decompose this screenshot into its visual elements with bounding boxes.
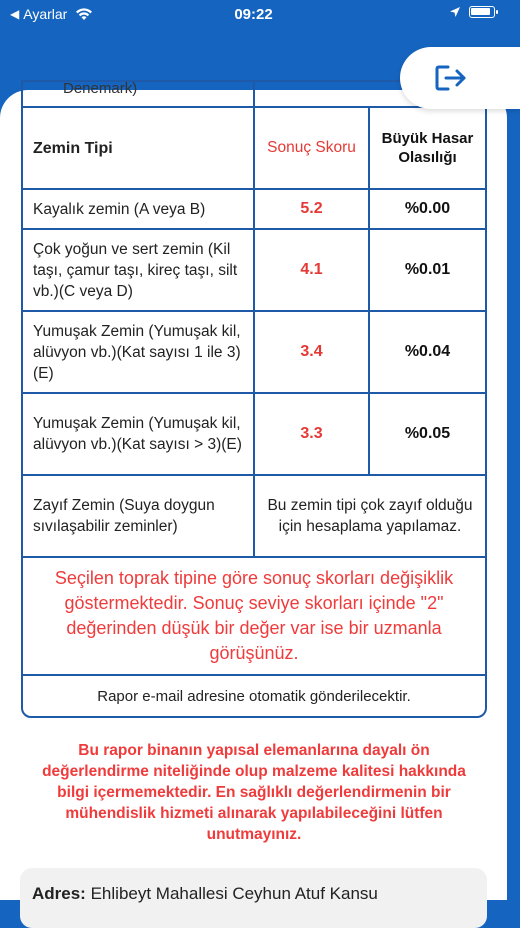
table-row (23, 230, 485, 312)
score-cell: 4.1 (255, 230, 370, 310)
header-score: Sonuç Skoru (255, 108, 370, 188)
battery-icon (469, 6, 495, 18)
weak-soil-note: Bu zemin tipi çok zayıf olduğu için hesaplama yapılamaz. (267, 497, 473, 535)
soil-cell: Yumuşak Zemin (Yumuşak kil, alüvyon vb.)(Kat sayısı > 3)(E) (23, 394, 255, 474)
probability-cell: %0.05 (404, 425, 451, 442)
back-arrow-icon: ◀ (10, 7, 20, 21)
score-cell: 3.4 (255, 312, 370, 392)
soil-cell: Yumuşak Zemin (Yumuşak kil, alüvyon vb.)(Kat sayısı 1 ile 3)(E) (23, 312, 255, 392)
probability-cell: %0.01 (404, 261, 451, 278)
logout-icon (434, 64, 468, 92)
table-row-weak-soil (23, 476, 485, 558)
soil-cell: Zayıf Zemin (Suya doygun sıvılaşabilir zeminler) (23, 476, 255, 556)
table-row (23, 312, 485, 394)
table-row (23, 190, 485, 230)
probability-cell: %0.04 (404, 343, 451, 360)
header-damage-probability: Büyük Hasar Olasılığı (381, 130, 474, 166)
table-row (23, 394, 485, 476)
address-value: Ehlibeyt Mahallesi Ceyhun Atuf Kansu (90, 884, 378, 903)
report-sheet (0, 80, 507, 903)
email-note: Rapor e-mail adresine otomatik gönderilecektir. (97, 687, 411, 705)
location-icon (449, 6, 461, 18)
table-header (23, 108, 485, 190)
soil-cell: Çok yoğun ve sert zemin (Kil taşı, çamur taşı, kireç taşı, silt vb.)(C veya D) (23, 230, 255, 310)
cut-off-text: Denemark) (23, 82, 255, 106)
score-cell: 5.2 (255, 190, 370, 228)
header-soil-type: Zemin Tipi (23, 108, 255, 188)
probability-cell: %0.00 (404, 200, 451, 217)
address-card (20, 868, 487, 928)
address-label: Adres: (32, 884, 86, 903)
disclaimer-text: Bu rapor binanın yapısal elemanlarına dayalı ön değerlendirme niteliğinde olup malzeme kalitesi hakkında bilgi içermemektedir. En sağlıklı değerlendirmenin bir mühendislik hizmeti alınarak yapılabileceğini lütfen unutmayınız. (42, 742, 466, 843)
soil-cell: Kayalık zemin (A veya B) (23, 190, 255, 228)
status-bar (0, 0, 507, 30)
score-cell: 3.3 (255, 394, 370, 474)
carrier-label: Ayarlar (23, 6, 68, 22)
score-notice: Seçilen toprak tipine göre sonuç skorları değişiklik göstermektedir. Sonuç seviye skorları içinde "2" değerinden düşük bir değer var ise bir uzmanla görüşünüz. (23, 558, 485, 676)
soil-score-table (21, 80, 487, 718)
battery-level (471, 8, 490, 15)
logout-button[interactable] (400, 47, 520, 109)
status-time: 09:22 (234, 6, 273, 23)
